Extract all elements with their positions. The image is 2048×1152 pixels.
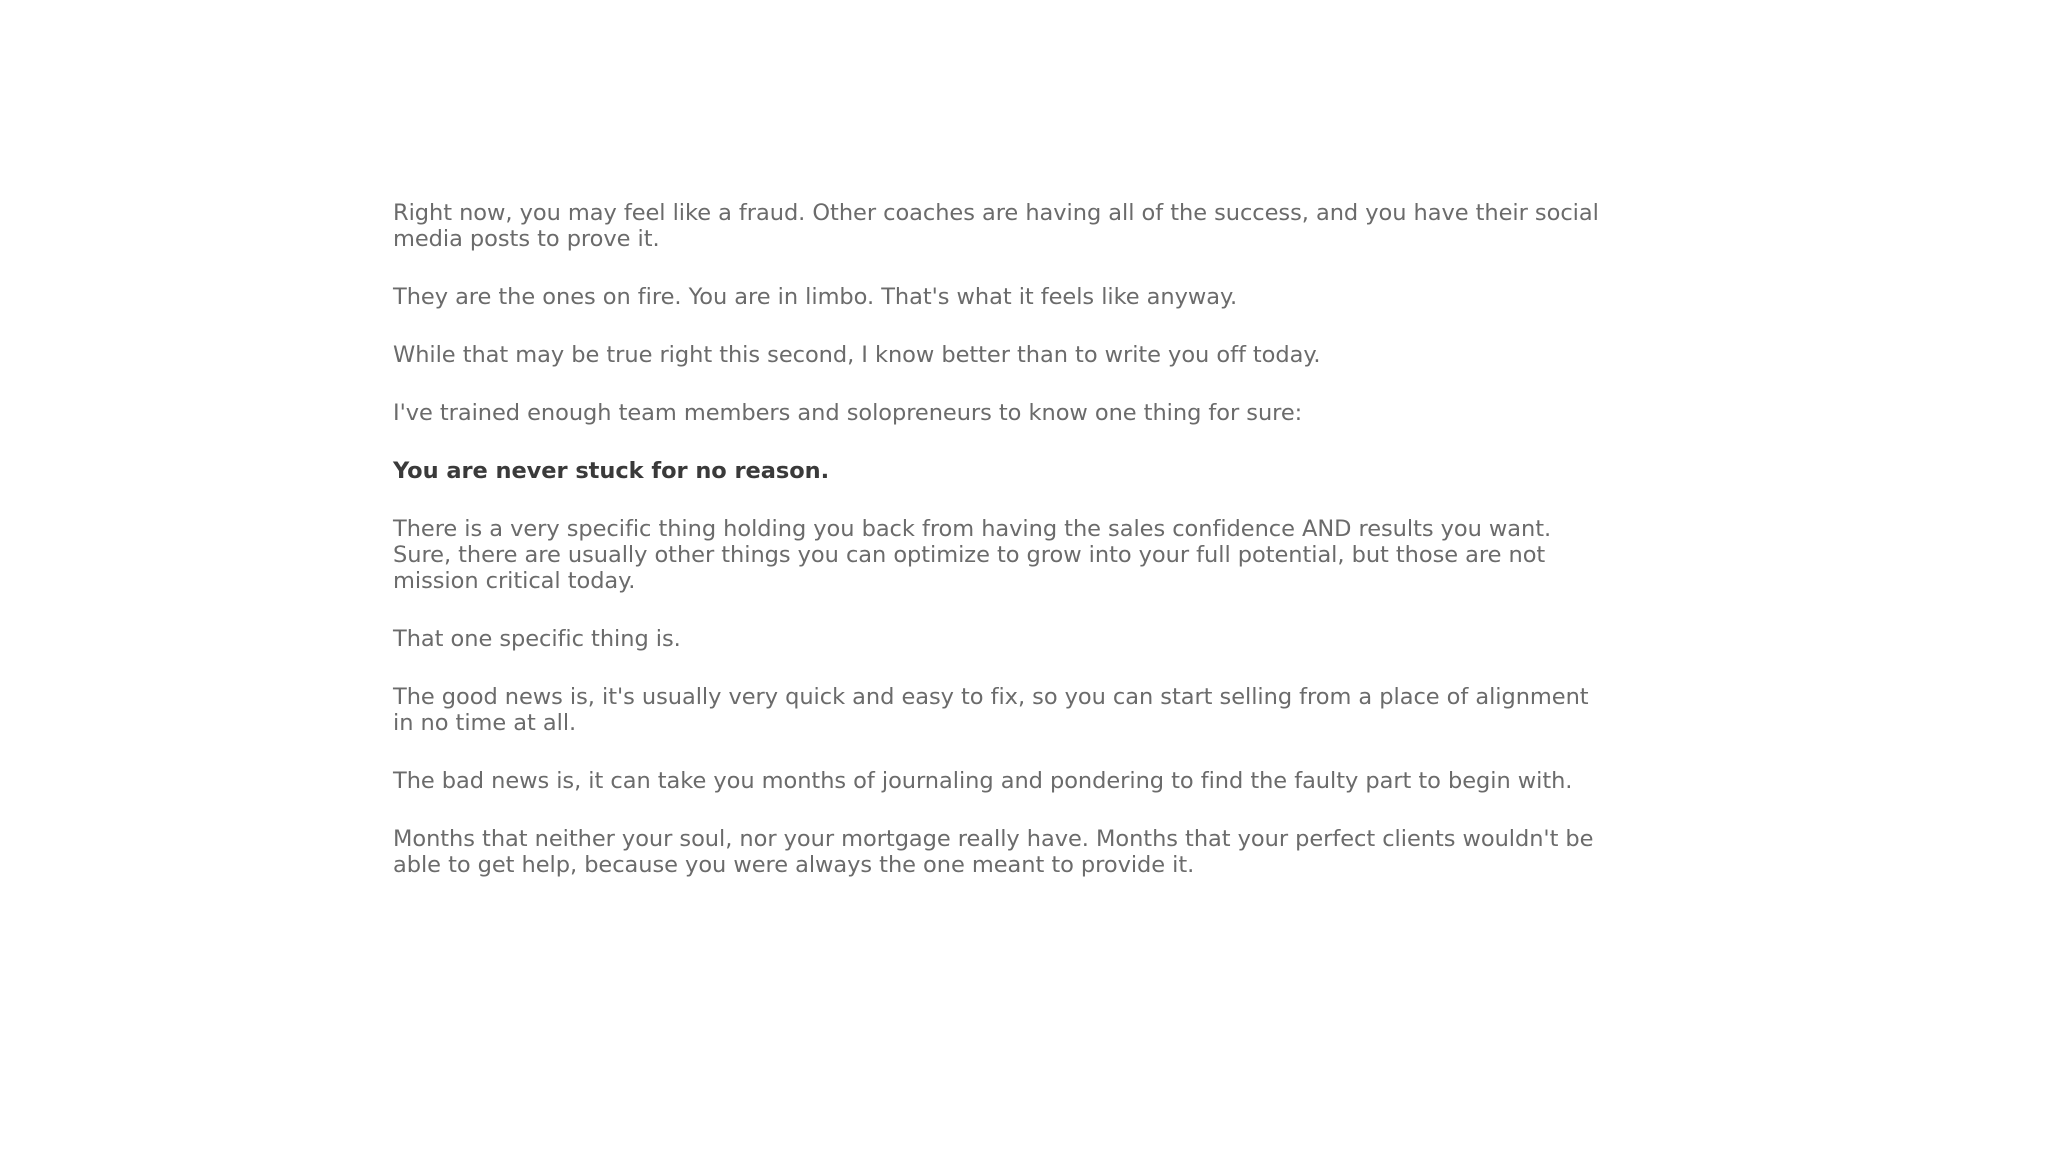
paragraph-months: Months that neither your soul, nor your mortgage really have. Months that your perfect clients wouldn't be able to get help, because you were always the one meant to provide it. [393,826,1594,878]
paragraph-that-one-thing: That one specific thing is. [393,626,681,652]
paragraph-on-fire: They are the ones on fire. You are in limbo. That's what it feels like anyway. [393,284,1238,310]
paragraph-specific-thing: There is a very specific thing holding you back from having the sales confidence AND results you want. Sure, there are usually other things you can optimize to grow into your full potential, but those are not mission critical today. [393,516,1552,594]
paragraph-trained: I've trained enough team members and solopreneurs to know one thing for sure: [393,400,1303,426]
article-body [393,200,1603,910]
paragraph-write-off: While that may be true right this second, I know better than to write you off today. [393,342,1321,368]
paragraph-bad-news: The bad news is, it can take you months of journaling and pondering to find the faulty part to begin with. [393,768,1573,794]
paragraph-good-news: The good news is, it's usually very quick and easy to fix, so you can start selling from a place of alignment in no time at all. [393,684,1589,736]
paragraph-never-stuck: You are never stuck for no reason. [393,458,830,484]
paragraph-fraud: Right now, you may feel like a fraud. Other coaches are having all of the success, and you have their social media posts to prove it. [393,200,1599,252]
